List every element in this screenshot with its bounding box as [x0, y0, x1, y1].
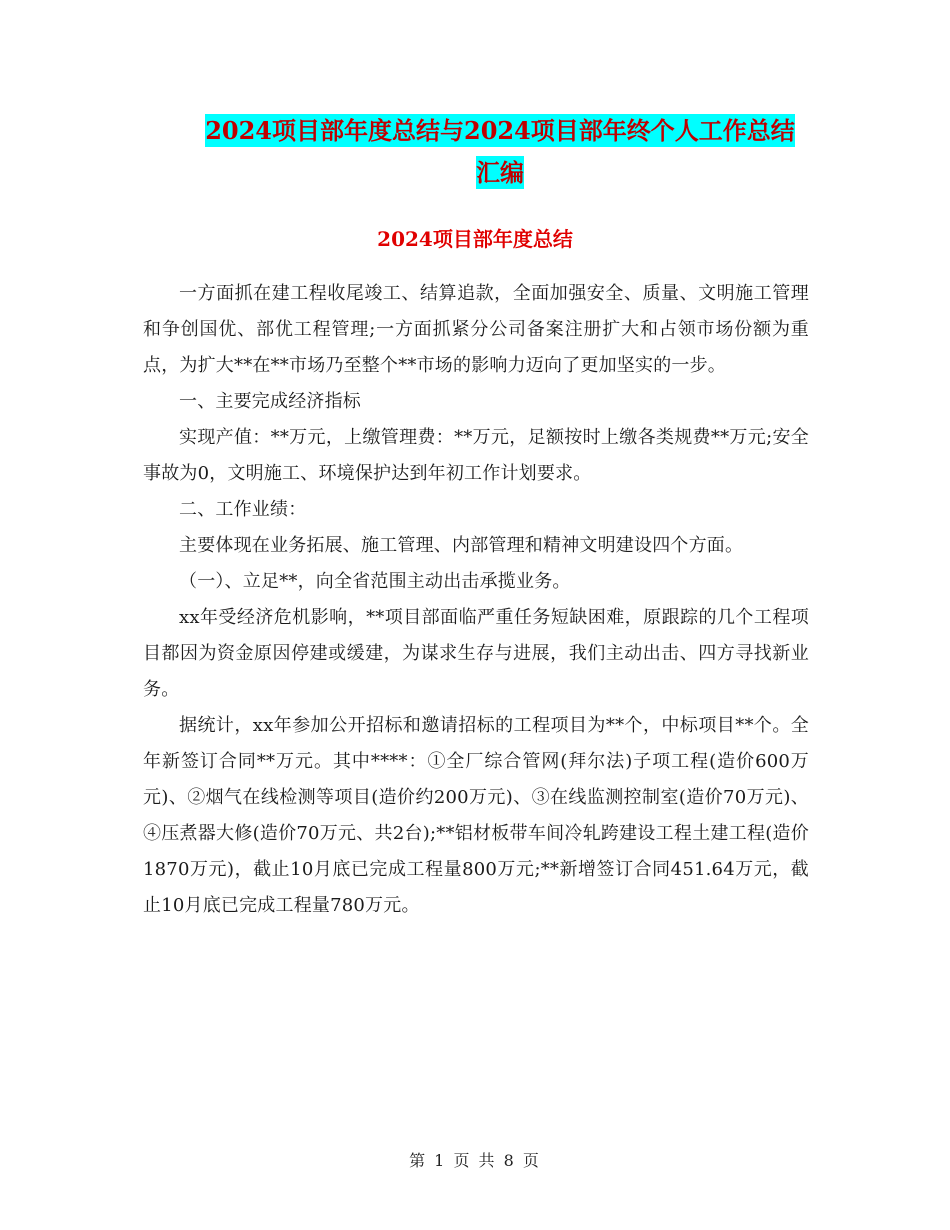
- document-title: [120, 110, 880, 194]
- heading-work-achievements: 二、工作业绩：: [179, 499, 307, 520]
- paragraph-output-value: 实现产值：**万元，上缴管理费：**万元，足额按时上缴各类规费**万元;安全事故为0，文明施工、环境保护达到年初工作计划要求。: [143, 427, 809, 484]
- page-footer: 第 1 页 共 8 页: [409, 1151, 541, 1170]
- document-title-line2: 汇编: [476, 158, 524, 187]
- document-title-line1: 2024项目部年度总结与2024项目部年终个人工作总结: [205, 116, 795, 145]
- paragraph-intro: 一方面抓在建工程收尾竣工、结算追款，全面加强安全、质量、文明施工管理和争创国优、部优工程管理;一方面抓紧分公司备案注册扩大和占领市场份额为重点，为扩大**在**市场乃至整个**市场的影响力迈向了更加坚实的一步。: [143, 283, 809, 376]
- document-body: [143, 276, 809, 924]
- paragraph-four-aspects: 主要体现在业务拓展、施工管理、内部管理和精神文明建设四个方面。: [179, 535, 744, 556]
- paragraph-statistics: 据统计，xx年参加公开招标和邀请招标的工程项目为**个，中标项目**个。全年新签订合同**万元。其中****：①全厂综合管网(拜尔法)子项工程(造价600万元)、②烟气在线检测等项目(造价约200万元)、③在线监测控制室(造价70万元)、④压煮器大修(造价70万元、共2台);**铝材板带车间冷轧跨建设工程土建工程(造价1870万元)，截止10月底已完成工程量800万元;**新增签订合同451.64万元，截止10月底已完成工程量780万元。: [143, 715, 809, 916]
- heading-economic-indicators: 一、主要完成经济指标: [179, 391, 361, 412]
- subheading-business-expansion: （一）、立足**，向全省范围主动出击承揽业务。: [179, 571, 571, 592]
- section-title: 2024项目部年度总结: [377, 227, 573, 251]
- paragraph-economic-crisis: xx年受经济危机影响，**项目部面临严重任务短缺困难，原跟踪的几个工程项目都因为资金原因停建或缓建，为谋求生存与进展，我们主动出击、四方寻找新业务。: [143, 607, 809, 700]
